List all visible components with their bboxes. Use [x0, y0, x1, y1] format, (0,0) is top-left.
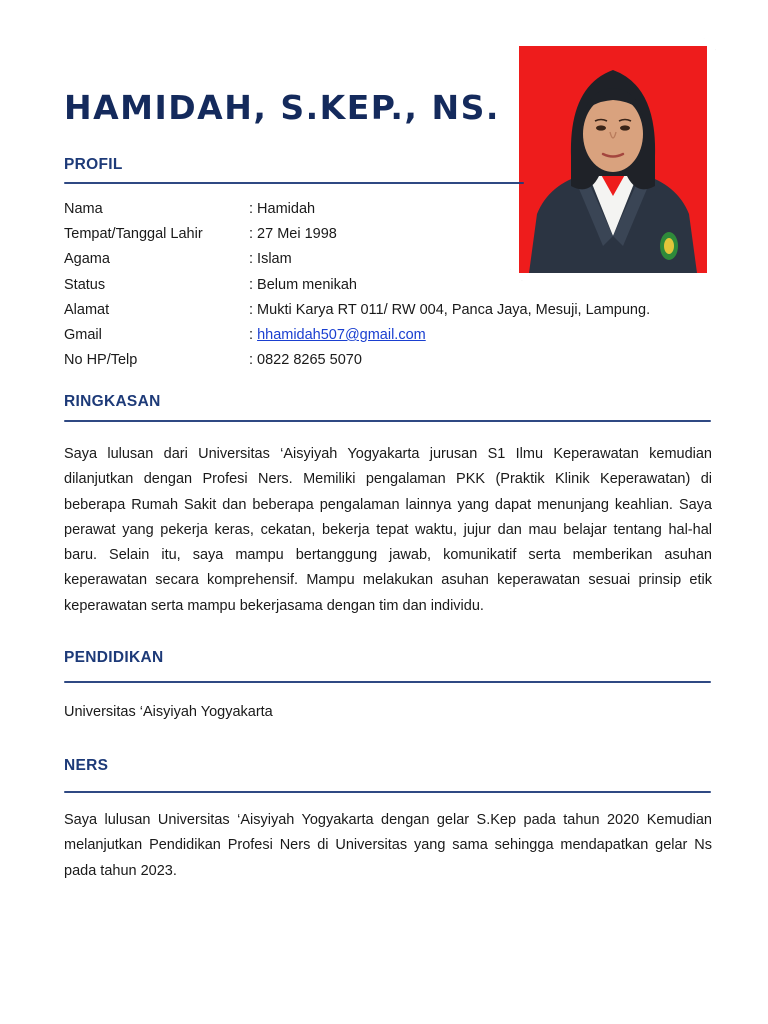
email-link[interactable]: hhamidah507@gmail.com [257, 326, 426, 343]
email-prefix: : [249, 326, 258, 343]
profile-photo-portrait [519, 46, 707, 273]
profile-label: Agama [64, 251, 110, 268]
section-title-profil: PROFIL [64, 156, 123, 173]
section-title-pendidikan: PENDIDIKAN [64, 649, 164, 666]
ners-paragraph: Saya lulusan Universitas ‘Aisyiyah Yogyakarta dengan gelar S.Kep pada tahun 2020 Kemudian melanjutkan Pendidikan Profesi Ners di Universitas yang sama sehingga mendapatkan gelar Ns pada tahun 2023. [64, 812, 712, 879]
profile-label: Status [64, 276, 106, 293]
section-title-ners: NERS [64, 757, 109, 774]
section-divider-pendidikan [64, 681, 711, 683]
profile-value: : Islam [249, 251, 292, 268]
cv-name-title: HAMIDAH, S.KEP., NS. [64, 88, 500, 127]
section-title-ringkasan: RINGKASAN [64, 393, 161, 410]
profile-photo-frame [510, 38, 716, 281]
education-entry: Universitas ‘Aisyiyah Yogyakarta [64, 704, 273, 720]
profile-label: Gmail [64, 326, 102, 343]
profile-label: Tempat/Tanggal Lahir [64, 226, 203, 243]
profile-label: Alamat [64, 301, 110, 318]
section-divider-profil [64, 182, 524, 184]
profile-value: : Hamidah [249, 201, 316, 217]
profile-label: No HP/Telp [64, 352, 138, 369]
profile-value: : Belum menikah [249, 276, 357, 293]
profile-value: : Mukti Karya RT 011/ RW 004, Panca Jaya, Mesuji, Lampung. [249, 301, 651, 318]
profile-photo [519, 46, 707, 273]
profile-value: : 27 Mei 1998 [249, 226, 337, 243]
profile-value [249, 324, 426, 346]
summary-paragraph: Saya lulusan dari Universitas ‘Aisyiyah Yogyakarta jurusan S1 Ilmu Keperawatan kemudian dilanjutkan dengan Profesi Ners. Memiliki pengalaman PKK (Praktik Klinik Keperawatan) di beberapa Rumah Sakit dan beberapa pengalaman lainnya yang dapat menunjang keahlian. Saya perawat yang pekerja keras, cekatan, bekerja tepat waktu, jujur dan mau belajar tentang hal-hal baru. Selain itu, saya mampu bertanggung jawab, komunikatif serta memberikan asuhan keperawatan secara komprehensif. Mampu melakukan asuhan keperawatan sesuai prinsip etik keperawatan serta mampu bekerjasama dengan tim dan individu. [64, 446, 712, 614]
profile-label: Nama [64, 201, 103, 217]
profile-value: : 0822 8265 5070 [249, 352, 362, 369]
section-divider-ners [64, 791, 711, 793]
section-divider-ringkasan [64, 420, 711, 422]
